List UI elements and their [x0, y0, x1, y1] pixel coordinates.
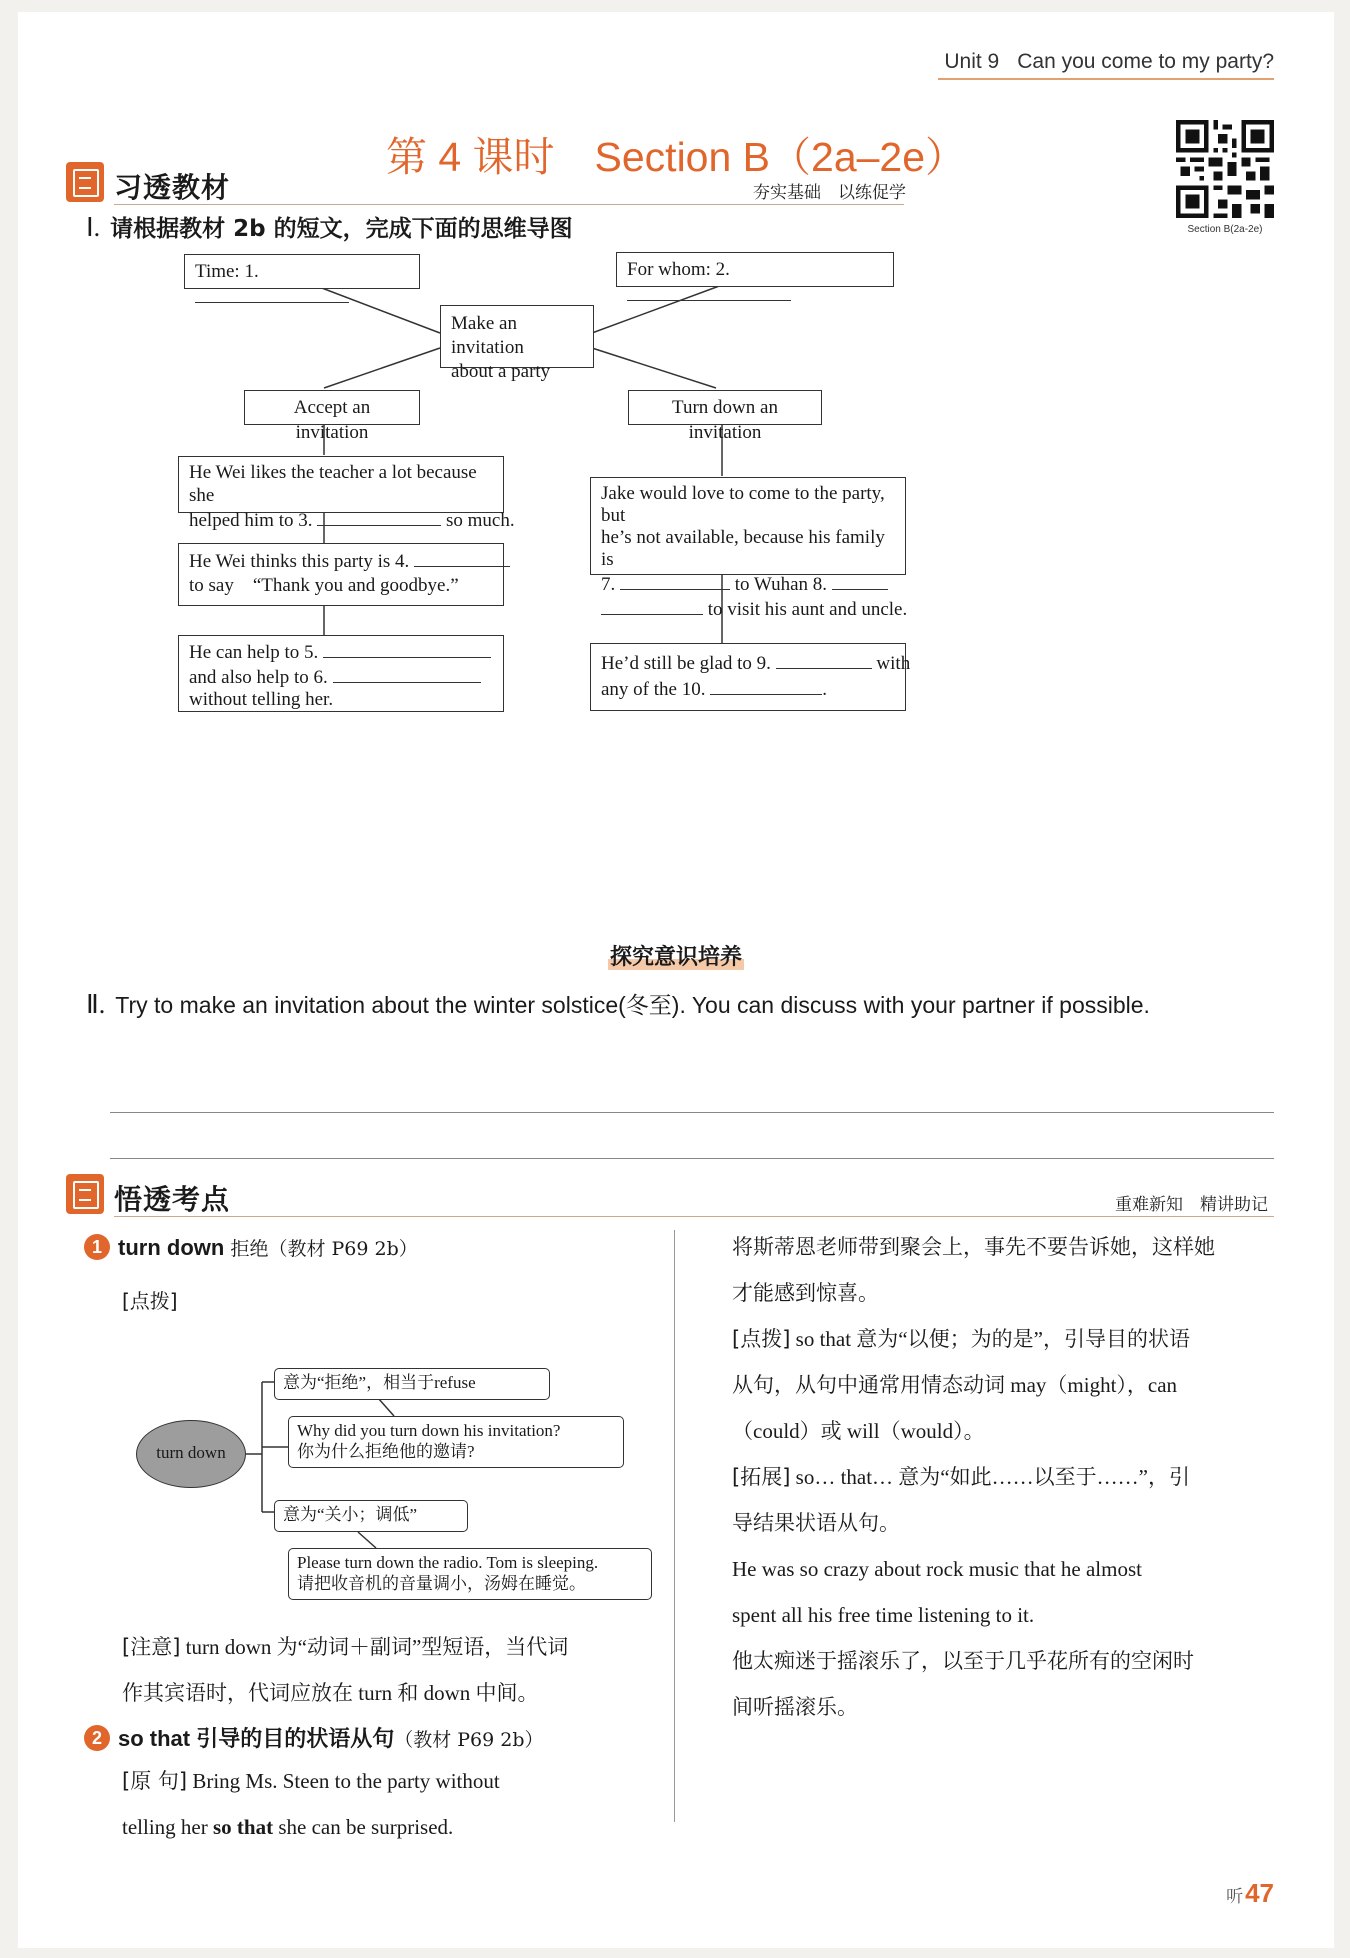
point-1-tip-label: [点拨] — [122, 1289, 178, 1313]
accept-reason-end: so much. — [445, 510, 515, 531]
lower-example-cn: 请把收音机的音量调小，汤姆在睡觉。 — [297, 1574, 586, 1593]
meaning-lower-box: 意为“关小；调低” — [274, 1500, 468, 1532]
glad-line-2-end: . — [822, 679, 827, 700]
accept-help-line-3: without telling her. — [189, 689, 334, 710]
translation-line-2: 才能感到惊喜。 — [732, 1281, 879, 1305]
unit-title: Can you come to my party? — [1017, 50, 1274, 73]
point-2-phrase: so that 引导的目的状语从句 — [118, 1726, 395, 1751]
original-line-2a: telling her — [122, 1815, 208, 1839]
note-label: [注意] — [122, 1635, 181, 1659]
accept-reason-line-1: He Wei likes the teacher a lot because she — [189, 462, 477, 506]
extension-label: [拓展] — [732, 1465, 791, 1489]
accept-party-line-2: to say “Thank you and goodbye.” — [189, 575, 459, 596]
lower-example-en: Please turn down the radio. Tom is sleeping. — [297, 1553, 599, 1572]
section-name: Section B（2a–2e） — [594, 134, 967, 180]
original-line-1: Bring Ms. Steen to the party without — [192, 1769, 500, 1793]
explore-title: 探究意识培养 — [609, 945, 742, 970]
refuse-example-en: Why did you turn down his invitation? — [297, 1421, 561, 1440]
example-cn-line-2: 间听摇滚乐。 — [732, 1695, 858, 1719]
original-label: [原 句] — [122, 1769, 188, 1793]
accept-help-line-2: and also help to 6. — [189, 667, 328, 688]
blank-8[interactable] — [832, 571, 888, 590]
refuse-example-cn: 你为什么拒绝他的邀请? — [297, 1442, 475, 1461]
accept-box: Accept an invitation — [244, 390, 420, 425]
page-number-value: 47 — [1245, 1878, 1274, 1908]
section2-title: 悟透考点 — [114, 1183, 231, 1216]
tip-line-1: so that 意为“以便；为的是”，引导目的状语 — [795, 1327, 1190, 1351]
section2-slogan: 重难新知 精讲助记 — [1115, 1195, 1268, 1215]
glad-line-2: any of the 10. — [601, 679, 706, 700]
time-label: Time: 1. — [195, 261, 259, 282]
blank-9[interactable] — [776, 650, 872, 669]
point-1-phrase: turn down — [118, 1235, 225, 1260]
turn-down-line-2: he’s not available, because his family is — [601, 527, 885, 570]
listen-icon: 听 — [1226, 1887, 1244, 1907]
tip-line-2: 从句，从句中通常用情态动词 may（might），can — [732, 1373, 1178, 1397]
example-cn-line-1: 他太痴迷于摇滚乐了，以至于几乎花所有的空闲时 — [732, 1649, 1194, 1673]
question-2-text: Try to make an invitation about the winter solstice(冬至). You can discuss with your partner if possible. — [115, 992, 1150, 1018]
section1-slogan: 夯实基础 以练促学 — [753, 183, 906, 203]
center-line-2: about a party — [451, 361, 551, 382]
meaning-refuse-box: 意为“拒绝”，相当于refuse — [274, 1368, 550, 1400]
glad-line-1: He’d still be glad to 9. — [601, 653, 771, 674]
question-1-number: Ⅰ. — [86, 213, 101, 242]
unit-label: Unit 9 — [944, 50, 1000, 73]
note-line-2: 作其宾语时，代词应放在 turn 和 down 中间。 — [122, 1681, 539, 1705]
center-line-1: Make an invitation — [451, 313, 524, 358]
turn-down-box: Turn down an invitation — [628, 390, 822, 425]
qr-caption: Section B(2a-2e) — [1187, 224, 1263, 235]
right-column — [732, 1224, 1280, 1730]
blank-10[interactable] — [710, 676, 822, 695]
turn-down-line-1: Jake would love to come to the party, but — [601, 483, 885, 526]
page-number — [1226, 1878, 1274, 1909]
glad-line-1-end: with — [876, 653, 911, 674]
lower-example-box — [288, 1548, 652, 1600]
turn-down-line-3b: to Wuhan 8. — [734, 574, 828, 595]
point-2-heading — [84, 1722, 544, 1753]
translation-line-1: 将斯蒂恩老师带到聚会上，事先不要告诉她，这样她 — [732, 1235, 1215, 1259]
point-2-number: 2 — [84, 1725, 110, 1751]
point-1-meaning: 拒绝 — [230, 1238, 269, 1260]
workbook-page — [18, 12, 1334, 1948]
right-tip-label: [点拨] — [732, 1327, 791, 1351]
accept-reason-line-2: helped him to 3. — [189, 510, 313, 531]
turn-down-node: turn down — [136, 1420, 246, 1488]
note-line-1: turn down 为“动词＋副词”型短语，当代词 — [185, 1635, 569, 1659]
accept-party-line-1: He Wei thinks this party is 4. — [189, 551, 410, 572]
point-1-source: （教材 P69 2b） — [268, 1238, 418, 1260]
question-1-text: 请根据教材 2b 的短文，完成下面的思维导图 — [110, 216, 573, 242]
point-2-original — [122, 1758, 658, 1850]
point-2-source: （教材 P69 2b） — [394, 1729, 544, 1751]
original-so-that: so that — [212, 1815, 274, 1839]
for-whom-label: For whom: 2. — [627, 259, 730, 280]
refuse-example-box — [288, 1416, 624, 1468]
question-2-number: Ⅱ. — [86, 990, 106, 1019]
accept-help-line-1: He can help to 5. — [189, 642, 319, 663]
point-1-note — [122, 1624, 658, 1716]
extension-line-1: so… that… 意为“如此……以至于……”，引 — [795, 1465, 1190, 1489]
tip-line-3: （could）或 will（would）。 — [732, 1419, 985, 1443]
example-line-1: He was so crazy about rock music that he almost — [732, 1557, 1142, 1581]
lesson-number: 第 4 课时 — [385, 134, 555, 180]
original-line-2c: she can be surprised. — [278, 1815, 454, 1839]
turn-down-line-4: to visit his aunt and uncle. — [707, 599, 908, 620]
turn-down-line-3: 7. — [601, 574, 616, 595]
point-1-number: 1 — [84, 1234, 110, 1260]
example-line-2: spent all his free time listening to it. — [732, 1603, 1035, 1627]
extension-line-2: 导结果状语从句。 — [732, 1511, 900, 1535]
section1-title: 习透教材 — [114, 171, 231, 204]
